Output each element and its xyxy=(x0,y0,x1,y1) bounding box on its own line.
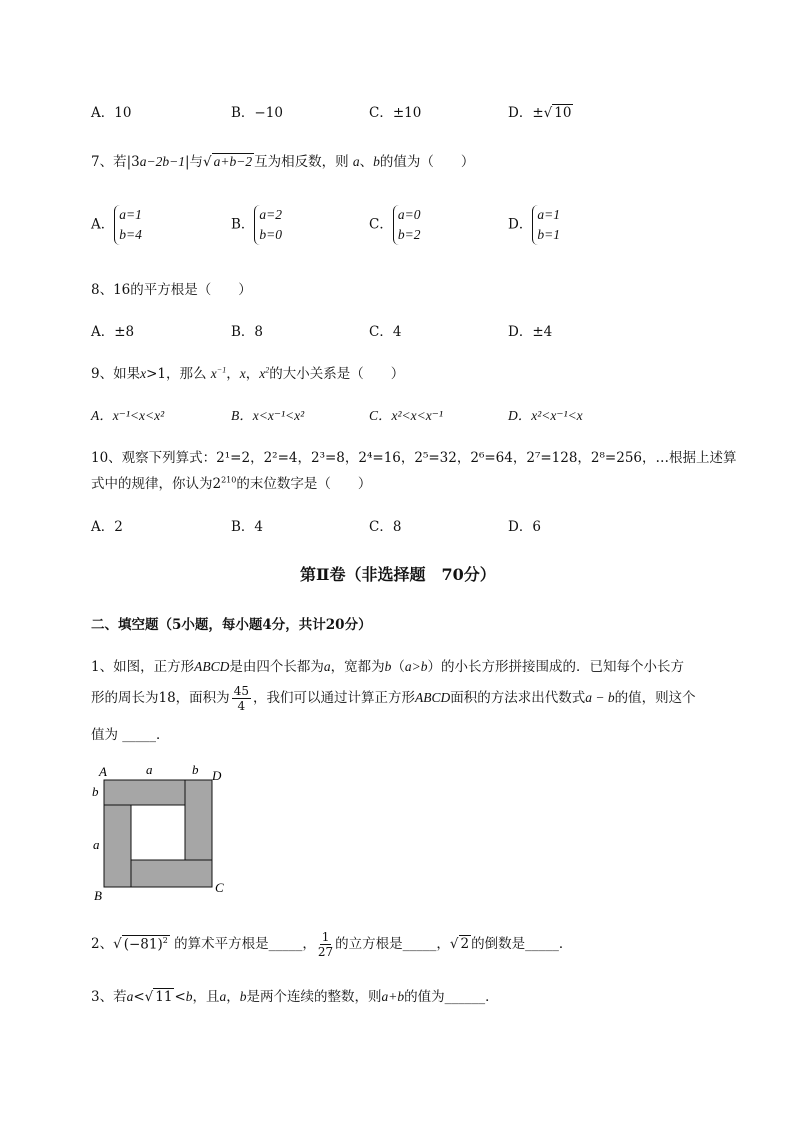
label-C: C xyxy=(215,880,224,895)
q6-option-a: A．10 xyxy=(91,105,132,121)
question-8: 8、16的平方根是（ ） xyxy=(91,282,252,298)
question-9: 9、如果x>1，那么 $x^{-1}$，x，$x^2$的大小关系是（ ） xyxy=(91,365,405,382)
fill-question-3: 3、若a<√ 11 <b，且a，b是两个连续的整数，则a+b的值为______． xyxy=(91,989,499,1005)
label-b-left: b xyxy=(92,784,99,799)
fill-question-2: 2、√ $(-81)^2$ 的算术平方根是_____， $\frac{1}{27}$ 的立方根是_____，√ 2 的倒数是_____． xyxy=(91,930,573,959)
q7-option-a: A．a=1 b=4 xyxy=(91,205,142,245)
q9-option-d: D．x²<x⁻¹<x xyxy=(508,408,583,423)
q9-option-b: B．x<x⁻¹<x² xyxy=(231,408,305,423)
q10-option-c: C．8 xyxy=(369,519,402,535)
q8-option-d: D．±4 xyxy=(508,324,553,340)
q8-option-a: A．±8 xyxy=(91,324,135,340)
q6-option-b: B．−10 xyxy=(231,105,283,121)
q6-option-d: D．±√ 10 xyxy=(508,105,572,121)
q9-option-c: C．x²<x<x⁻¹ xyxy=(369,408,443,423)
fill-question-1-line-3: 值为 _____． xyxy=(91,727,170,743)
question-10-line-1: 10、观察下列算式：2¹=2，2²=4，2³=8，2⁴=16，2⁵=32，2⁶=64，2⁷=128，2⁸=256，…根据上述算 xyxy=(91,450,737,466)
rect-left xyxy=(104,805,131,887)
label-a-left: a xyxy=(93,837,100,852)
q10-option-d: D．6 xyxy=(508,519,541,535)
q8-option-b: B．8 xyxy=(231,324,264,340)
q9-option-a: A．x⁻¹<x<x² xyxy=(91,408,165,423)
square-figure xyxy=(88,760,238,910)
label-a-top: a xyxy=(146,762,153,777)
rect-bottom xyxy=(131,860,212,887)
label-D: D xyxy=(212,768,222,783)
label-A: A xyxy=(99,764,107,779)
q10-option-b: B．4 xyxy=(231,519,264,535)
question-7: 7、若|3a−2b−1|与√ a+b−2 互为相反数，则 a、b的值为（ ） xyxy=(91,154,475,170)
q10-option-a: A．2 xyxy=(91,519,123,535)
q7-option-d: D．a=1 b=1 xyxy=(508,205,560,245)
rect-top xyxy=(104,780,185,805)
q7-option-b: B．a=2 b=0 xyxy=(231,205,282,245)
question-10-line-2: 式中的规律，你认为$2^{210}$的末位数字是（ ） xyxy=(91,475,372,492)
label-b-top: b xyxy=(192,762,199,777)
inner-square xyxy=(131,805,185,860)
part-2-heading: 二、填空题（5小题，每小题4分，共计20分） xyxy=(91,617,372,633)
rect-right xyxy=(185,780,212,860)
q6-option-c: C．±10 xyxy=(369,105,422,121)
section-title: 第Ⅱ卷（非选择题 70分） xyxy=(300,565,496,584)
q7-option-c: C．a=0 b=2 xyxy=(369,205,420,245)
label-B: B xyxy=(94,888,102,903)
fill-question-1-line-2: 形的周长为18，面积为 $\frac{45}{4}$ ，我们可以通过计算正方形ABCD面积的方法求出代数式a − b的值，则这个 xyxy=(91,684,696,713)
q8-option-c: C．4 xyxy=(369,324,402,340)
fill-question-1-line-1: 1、如图，正方形ABCD是由四个长都为a，宽都为b（a>b）的小长方形拼接围成的．已知每个小长方 xyxy=(91,659,684,675)
